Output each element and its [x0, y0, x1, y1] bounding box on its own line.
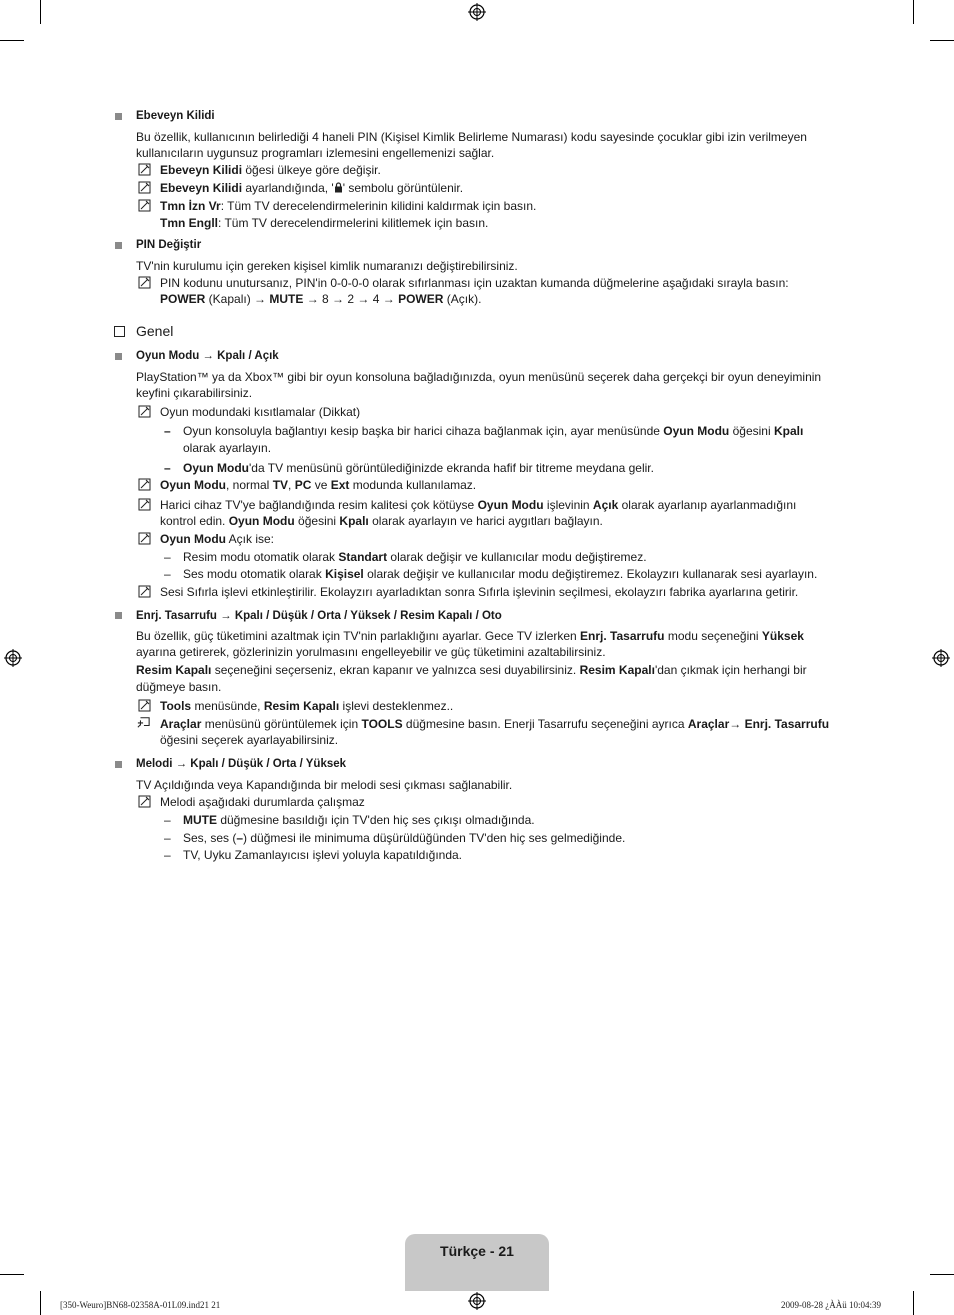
crop-mark	[0, 1274, 24, 1275]
registration-mark-icon	[4, 649, 22, 667]
paragraph-line: TV Açıldığında veya Kapandığında bir melodi sesi çıkması sağlanabilir.	[136, 778, 513, 792]
print-slug-right: 2009-08-28 ¿ÀÀü 10:04:39	[781, 1300, 881, 1310]
note-line: PIN kodunu unutursanız, PIN'in 0-0-0-0 olarak sıfırlanması için uzaktan kumanda düğmelerine aşağıdaki sırayla basın:	[160, 276, 789, 290]
lock-icon	[334, 182, 343, 193]
note-line: Tmn Engll: Tüm TV derecelendirmelerini kilitlemek için basın.	[160, 216, 489, 230]
note-line: Ebeveyn Kilidi öğesi ülkeye göre değişir.	[160, 163, 381, 177]
paragraph-line: kullanıcıların uygunsuz programları izlemesini engellemenizi sağlar.	[136, 146, 495, 160]
crop-mark	[930, 40, 954, 41]
note-icon	[138, 276, 151, 289]
crop-mark	[913, 0, 914, 24]
note-line: kontrol edin. Oyun Modu öğesini Kpalı olarak ayarlayın ve harici aygıtları bağlayın.	[160, 514, 603, 528]
tools-line: öğesini seçerek ayarlayabilirsiniz.	[160, 733, 339, 747]
tools-icon	[137, 716, 150, 729]
note-line: Melodi aşağıdaki durumlarda çalışmaz	[160, 795, 365, 809]
dash-line: Oyun konsoluyla bağlantıyı kesip başka bir harici cihaza bağlanmak için, ayar menüsünde Oyun Modu öğesini Kpalı	[183, 424, 804, 438]
paragraph-line: düğmeye basın.	[136, 680, 222, 694]
registration-mark-icon	[468, 3, 486, 21]
paragraph-line: ayarına getirerek, gözlerinizin yorulmasını engelleyebilir ve güç tüketimini azaltabilirsiniz.	[136, 645, 606, 659]
note-icon	[138, 405, 151, 418]
dash-line: TV, Uyku Zamanlayıcısı işlevi yoluyla kapatıldığında.	[183, 848, 463, 862]
dash-line: Ses modu otomatik olarak Kişisel olarak değişir ve kullanıcılar modu değiştiremez. Ekolayzırı kullanarak sesi ayarlayın.	[183, 567, 818, 581]
note-line: Tmn İzn Vr: Tüm TV derecelendirmelerinin kilidini kaldırmak için basın.	[160, 199, 537, 213]
section-heading: Oyun Modu → Kpalı / Açık	[136, 350, 279, 362]
dash-bullet: –	[164, 461, 171, 475]
registration-mark-icon	[932, 649, 950, 667]
dash-bullet: –	[164, 831, 171, 845]
note-line: Ebeveyn Kilidi ayarlandığında, ' ' sembolu görüntülenir.	[160, 181, 464, 195]
note-line: Tools menüsünde, Resim Kapalı işlevi desteklenmez..	[160, 699, 454, 713]
paragraph-line: TV'nin kurulumu için gereken kişisel kimlik numaranızı değiştirebilirsiniz.	[136, 259, 518, 273]
note-line: Sesi Sıfırla işlevi etkinleştirilir. Ekolayzırı ayarladıktan sonra Sıfırla işlevinin seçilmesi, ekolayzırı fabrika ayarlarına getirir.	[160, 585, 799, 599]
note-icon	[138, 498, 151, 511]
paragraph-line: PlayStation™ ya da Xbox™ gibi bir oyun konsoluna bağladığınızda, oyun menüsünü seçerek daha gerçekçi bir oyun deneyiminin	[136, 370, 822, 384]
crop-mark	[0, 40, 24, 41]
section-heading: Enrj. Tasarrufu → Kpalı / Düşük / Orta / Yüksek / Resim Kapalı / Oto	[136, 610, 502, 622]
paragraph-line: Resim Kapalı seçeneğini seçerseniz, ekran kapanır ve yalnızca sesi duyabilirsiniz. Resim Kapalı'dan çıkmak için herhangi bir	[136, 663, 807, 677]
crop-mark	[40, 0, 41, 24]
section-heading: PIN Değiştir	[136, 239, 202, 251]
dash-line: Resim modu otomatik olarak Standart olarak değişir ve kullanıcılar modu değiştiremez.	[183, 550, 647, 564]
note-line: Oyun Modu Açık ise:	[160, 532, 275, 546]
note-icon	[138, 585, 151, 598]
paragraph-line: keyfini çıkarabilirsiniz.	[136, 386, 253, 400]
print-slug-left: [350-Weuro]BN68-02358A-01L09.ind21 21	[60, 1300, 221, 1310]
bullet-square	[115, 242, 122, 249]
bullet-square	[115, 113, 122, 120]
note-line: Harici cihaz TV'ye bağlandığında resim kalitesi çok kötüyse Oyun Modu işlevinin Açık olarak ayarlanıp ayarlanmadığını	[160, 498, 797, 512]
note-line: POWER (Kapalı) → MUTE → 8 → 2 → 4 → POWER (Açık).	[160, 292, 482, 306]
dash-bullet: –	[164, 813, 171, 827]
note-line: Oyun modundaki kısıtlamalar (Dikkat)	[160, 405, 361, 419]
registration-mark-icon	[468, 1292, 486, 1310]
paragraph-line: Bu özellik, kullanıcının belirlediği 4 haneli PIN (Kişisel Kimlik Belirleme Numarası) kodu sayesinde çocuklar gibi izin verilmeyen	[136, 130, 807, 144]
dash-line: olarak ayarlayın.	[183, 441, 272, 455]
tools-line: Araçlar menüsünü görüntülemek için TOOLS düğmesine basın. Enerji Tasarrufu seçeneğini ayrıca Araçlar→ Enrj. Tasarrufu	[160, 717, 830, 731]
note-icon	[138, 199, 151, 212]
page-number: Türkçe - 21	[440, 1243, 514, 1259]
note-icon	[138, 478, 151, 491]
note-icon	[138, 163, 151, 176]
dash-line: Oyun Modu'da TV menüsünü görüntülediğinizde ekranda hafif bir titreme meydana gelir.	[183, 461, 654, 475]
checkbox-bullet	[114, 326, 125, 337]
dash-bullet: –	[164, 567, 171, 581]
dash-bullet: –	[164, 848, 171, 862]
bullet-square	[115, 353, 122, 360]
note-icon	[138, 795, 151, 808]
note-line: Oyun Modu, normal TV, PC ve Ext modunda kullanılamaz.	[160, 478, 477, 492]
crop-mark	[913, 1291, 914, 1315]
note-icon	[138, 699, 151, 712]
paragraph-line: Bu özellik, güç tüketimini azaltmak için TV'nin parlaklığını ayarlar. Gece TV izlerken Enrj. Tasarrufu modu seçeneğini Yüksek	[136, 629, 804, 643]
section-heading: Melodi → Kpalı / Düşük / Orta / Yüksek	[136, 758, 347, 770]
section-title: Genel	[136, 323, 174, 339]
dash-line: MUTE düğmesine basıldığı için TV'den hiç ses çıkışı olmadığında.	[183, 813, 535, 827]
dash-bullet: –	[164, 550, 171, 564]
note-icon	[138, 181, 151, 194]
bullet-square	[115, 612, 122, 619]
bullet-square	[115, 761, 122, 768]
crop-mark	[40, 1291, 41, 1315]
section-heading: Ebeveyn Kilidi	[136, 110, 215, 122]
crop-mark	[930, 1274, 954, 1275]
dash-bullet: –	[164, 424, 171, 438]
dash-line: Ses, ses (–) düğmesi ile minimuma düşürüldüğünden TV'den hiç ses gelmediğinde.	[183, 831, 626, 845]
note-icon	[138, 532, 151, 545]
